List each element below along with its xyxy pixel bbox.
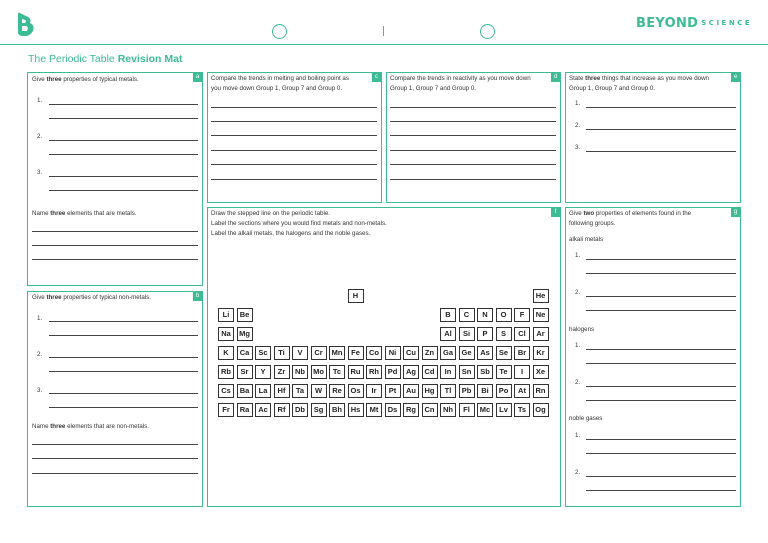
punch-hole-right bbox=[480, 24, 495, 39]
question-text: Give three properties of typical non-metals. bbox=[32, 294, 152, 301]
element-cell-sg: Sg bbox=[311, 403, 327, 417]
box-tag: f bbox=[551, 208, 560, 217]
element-cell-f: F bbox=[514, 308, 530, 322]
beyond-logo-icon bbox=[14, 12, 38, 38]
answer-line[interactable] bbox=[586, 400, 736, 401]
element-cell-rh: Rh bbox=[366, 365, 382, 379]
element-cell-pd: Pd bbox=[385, 365, 401, 379]
element-cell-cd: Cd bbox=[422, 365, 438, 379]
element-cell-kr: Kr bbox=[533, 346, 549, 360]
element-cell-lv: Lv bbox=[496, 403, 512, 417]
element-cell-re: Re bbox=[329, 384, 345, 398]
question-text: following groups. bbox=[569, 220, 616, 227]
question-text: Label the sections where you would find metals and non-metals. bbox=[211, 220, 387, 227]
question-text: Compare the trends in melting and boiling point as bbox=[211, 75, 349, 82]
element-cell-sn: Sn bbox=[459, 365, 475, 379]
answer-number: 2. bbox=[575, 379, 581, 386]
element-cell-v: V bbox=[292, 346, 308, 360]
answer-number: 2. bbox=[575, 122, 581, 129]
element-cell-rb: Rb bbox=[218, 365, 234, 379]
header-divider bbox=[0, 44, 768, 45]
punch-hole-left bbox=[272, 24, 287, 39]
element-cell-fe: Fe bbox=[348, 346, 364, 360]
box-tag: d bbox=[551, 73, 560, 82]
element-cell-mn: Mn bbox=[329, 346, 345, 360]
element-cell-sb: Sb bbox=[477, 365, 493, 379]
element-cell-o: O bbox=[496, 308, 512, 322]
answer-line[interactable] bbox=[49, 104, 198, 105]
answer-line[interactable] bbox=[586, 310, 736, 311]
answer-line[interactable] bbox=[49, 393, 198, 394]
element-cell-ac: Ac bbox=[255, 403, 271, 417]
element-cell-la: La bbox=[255, 384, 271, 398]
element-cell-hf: Hf bbox=[274, 384, 290, 398]
element-cell-zn: Zn bbox=[422, 346, 438, 360]
answer-line[interactable] bbox=[49, 140, 198, 141]
answer-line[interactable] bbox=[390, 135, 556, 136]
element-cell-s: S bbox=[496, 327, 512, 341]
element-cell-rf: Rf bbox=[274, 403, 290, 417]
element-cell-cn: Cn bbox=[422, 403, 438, 417]
element-cell-na: Na bbox=[218, 327, 234, 341]
answer-number: 1. bbox=[37, 315, 43, 322]
element-cell-cu: Cu bbox=[403, 346, 419, 360]
group-heading-noble-gases: noble gases bbox=[569, 415, 603, 422]
answer-line[interactable] bbox=[390, 179, 556, 180]
answer-line[interactable] bbox=[586, 363, 736, 364]
element-cell-bh: Bh bbox=[329, 403, 345, 417]
box-tag: b bbox=[193, 292, 202, 301]
element-cell-mo: Mo bbox=[311, 365, 327, 379]
answer-number: 2. bbox=[575, 289, 581, 296]
answer-line[interactable] bbox=[32, 458, 198, 459]
answer-line[interactable] bbox=[390, 150, 556, 151]
answer-line[interactable] bbox=[49, 190, 198, 191]
box-e-increasing-properties bbox=[565, 72, 741, 203]
answer-line[interactable] bbox=[32, 231, 198, 232]
element-cell-tl: Tl bbox=[440, 384, 456, 398]
box-c-melting-trends bbox=[207, 72, 382, 203]
box-tag: g bbox=[731, 208, 740, 217]
answer-line[interactable] bbox=[49, 371, 198, 372]
element-cell-hs: Hs bbox=[348, 403, 364, 417]
element-cell-te: Te bbox=[496, 365, 512, 379]
answer-line[interactable] bbox=[390, 121, 556, 122]
answer-line[interactable] bbox=[211, 135, 377, 136]
element-cell-zr: Zr bbox=[274, 365, 290, 379]
answer-number: 3. bbox=[575, 144, 581, 151]
element-cell-ru: Ru bbox=[348, 365, 364, 379]
answer-line[interactable] bbox=[49, 335, 198, 336]
element-cell-nb: Nb bbox=[292, 365, 308, 379]
question-text: you move down Group 1, Group 7 and Group 0. bbox=[211, 85, 343, 92]
element-cell-he: He bbox=[533, 289, 549, 303]
answer-line[interactable] bbox=[586, 439, 736, 440]
element-cell-ta: Ta bbox=[292, 384, 308, 398]
question-text: Name three elements that are metals. bbox=[32, 210, 137, 217]
element-cell-rn: Rn bbox=[533, 384, 549, 398]
answer-line[interactable] bbox=[586, 386, 736, 387]
question-text: Group 1, Group 7 and Group 0. bbox=[569, 85, 655, 92]
element-cell-w: W bbox=[311, 384, 327, 398]
element-cell-be: Be bbox=[237, 308, 253, 322]
answer-line[interactable] bbox=[32, 473, 198, 474]
answer-number: 3. bbox=[37, 387, 43, 394]
element-cell-nh: Nh bbox=[440, 403, 456, 417]
answer-line[interactable] bbox=[586, 107, 736, 108]
answer-line[interactable] bbox=[49, 176, 198, 177]
element-cell-rg: Rg bbox=[403, 403, 419, 417]
answer-line[interactable] bbox=[586, 296, 736, 297]
answer-line[interactable] bbox=[586, 453, 736, 454]
element-cell-ga: Ga bbox=[440, 346, 456, 360]
box-tag: a bbox=[193, 73, 202, 82]
element-cell-bi: Bi bbox=[477, 384, 493, 398]
answer-line[interactable] bbox=[49, 357, 198, 358]
element-cell-og: Og bbox=[533, 403, 549, 417]
element-cell-ti: Ti bbox=[274, 346, 290, 360]
element-cell-p: P bbox=[477, 327, 493, 341]
element-cell-po: Po bbox=[496, 384, 512, 398]
element-cell-h: H bbox=[348, 289, 364, 303]
answer-line[interactable] bbox=[211, 150, 377, 151]
element-cell-pt: Pt bbox=[385, 384, 401, 398]
question-text: Give two properties of elements found in the bbox=[569, 210, 692, 217]
box-b-non-metals bbox=[27, 291, 203, 507]
element-cell-li: Li bbox=[218, 308, 234, 322]
element-cell-mc: Mc bbox=[477, 403, 493, 417]
answer-number: 2. bbox=[37, 133, 43, 140]
element-cell-mt: Mt bbox=[366, 403, 382, 417]
element-cell-co: Co bbox=[366, 346, 382, 360]
element-cell-br: Br bbox=[514, 346, 530, 360]
answer-line[interactable] bbox=[49, 407, 198, 408]
answer-line[interactable] bbox=[586, 476, 736, 477]
answer-line[interactable] bbox=[49, 154, 198, 155]
element-cell-i: I bbox=[514, 365, 530, 379]
element-cell-in: In bbox=[440, 365, 456, 379]
element-cell-fr: Fr bbox=[218, 403, 234, 417]
element-cell-mg: Mg bbox=[237, 327, 253, 341]
element-cell-as: As bbox=[477, 346, 493, 360]
box-d-reactivity-trends bbox=[386, 72, 561, 203]
element-cell-sr: Sr bbox=[237, 365, 253, 379]
answer-line[interactable] bbox=[49, 118, 198, 119]
box-a-metals bbox=[27, 72, 203, 286]
answer-number: 1. bbox=[575, 342, 581, 349]
brand-wordmark: BEYOND SCIENCE bbox=[636, 16, 753, 31]
answer-line[interactable] bbox=[390, 107, 556, 108]
answer-line[interactable] bbox=[211, 164, 377, 165]
element-cell-si: Si bbox=[459, 327, 475, 341]
element-cell-y: Y bbox=[255, 365, 271, 379]
box-tag: e bbox=[731, 73, 740, 82]
element-cell-os: Os bbox=[348, 384, 364, 398]
group-heading-alkali: alkali metals bbox=[569, 236, 604, 243]
question-text: Label the alkali metals, the halogens and the noble gases. bbox=[211, 230, 371, 237]
question-text: State three things that increase as you move down bbox=[569, 75, 709, 82]
answer-number: 1. bbox=[575, 432, 581, 439]
element-cell-ar: Ar bbox=[533, 327, 549, 341]
element-cell-sc: Sc bbox=[255, 346, 271, 360]
center-mark bbox=[383, 26, 384, 36]
element-cell-ca: Ca bbox=[237, 346, 253, 360]
element-cell-at: At bbox=[514, 384, 530, 398]
element-cell-k: K bbox=[218, 346, 234, 360]
element-cell-au: Au bbox=[403, 384, 419, 398]
element-cell-ba: Ba bbox=[237, 384, 253, 398]
element-cell-ge: Ge bbox=[459, 346, 475, 360]
answer-line[interactable] bbox=[211, 179, 377, 180]
element-cell-fl: Fl bbox=[459, 403, 475, 417]
answer-line[interactable] bbox=[586, 151, 736, 152]
element-cell-ni: Ni bbox=[385, 346, 401, 360]
answer-line[interactable] bbox=[211, 121, 377, 122]
element-cell-hg: Hg bbox=[422, 384, 438, 398]
answer-number: 3. bbox=[37, 169, 43, 176]
element-cell-se: Se bbox=[496, 346, 512, 360]
answer-number: 2. bbox=[575, 469, 581, 476]
answer-line[interactable] bbox=[32, 259, 198, 260]
question-text: Name three elements that are non-metals. bbox=[32, 423, 149, 430]
element-cell-ag: Ag bbox=[403, 365, 419, 379]
element-cell-ir: Ir bbox=[366, 384, 382, 398]
answer-number: 1. bbox=[575, 100, 581, 107]
element-cell-tc: Tc bbox=[329, 365, 345, 379]
box-g-group-properties bbox=[565, 207, 741, 507]
element-cell-cl: Cl bbox=[514, 327, 530, 341]
answer-line[interactable] bbox=[390, 164, 556, 165]
question-text: Give three properties of typical metals. bbox=[32, 76, 139, 83]
page-title: The Periodic Table Revision Mat bbox=[28, 53, 183, 65]
answer-line[interactable] bbox=[586, 259, 736, 260]
element-cell-pb: Pb bbox=[459, 384, 475, 398]
answer-line[interactable] bbox=[32, 245, 198, 246]
answer-line[interactable] bbox=[49, 321, 198, 322]
answer-number: 2. bbox=[37, 351, 43, 358]
element-cell-n: N bbox=[477, 308, 493, 322]
answer-line[interactable] bbox=[586, 490, 736, 491]
element-cell-xe: Xe bbox=[533, 365, 549, 379]
element-cell-ts: Ts bbox=[514, 403, 530, 417]
answer-line[interactable] bbox=[586, 273, 736, 274]
question-text: Compare the trends in reactivity as you move down bbox=[390, 75, 531, 82]
answer-number: 1. bbox=[575, 252, 581, 259]
element-cell-cs: Cs bbox=[218, 384, 234, 398]
question-text: Group 1, Group 7 and Group 0. bbox=[390, 85, 476, 92]
answer-line[interactable] bbox=[32, 444, 198, 445]
answer-line[interactable] bbox=[211, 107, 377, 108]
answer-number: 1. bbox=[37, 97, 43, 104]
question-text: Draw the stepped line on the periodic table. bbox=[211, 210, 331, 217]
box-f-periodic-table bbox=[207, 207, 561, 507]
element-cell-c: C bbox=[459, 308, 475, 322]
element-cell-al: Al bbox=[440, 327, 456, 341]
answer-line[interactable] bbox=[586, 129, 736, 130]
element-cell-cr: Cr bbox=[311, 346, 327, 360]
group-heading-halogens: halogens bbox=[569, 326, 595, 333]
element-cell-ne: Ne bbox=[533, 308, 549, 322]
box-tag: c bbox=[372, 73, 381, 82]
answer-line[interactable] bbox=[586, 349, 736, 350]
element-cell-ra: Ra bbox=[237, 403, 253, 417]
element-cell-db: Db bbox=[292, 403, 308, 417]
element-cell-b: B bbox=[440, 308, 456, 322]
element-cell-ds: Ds bbox=[385, 403, 401, 417]
